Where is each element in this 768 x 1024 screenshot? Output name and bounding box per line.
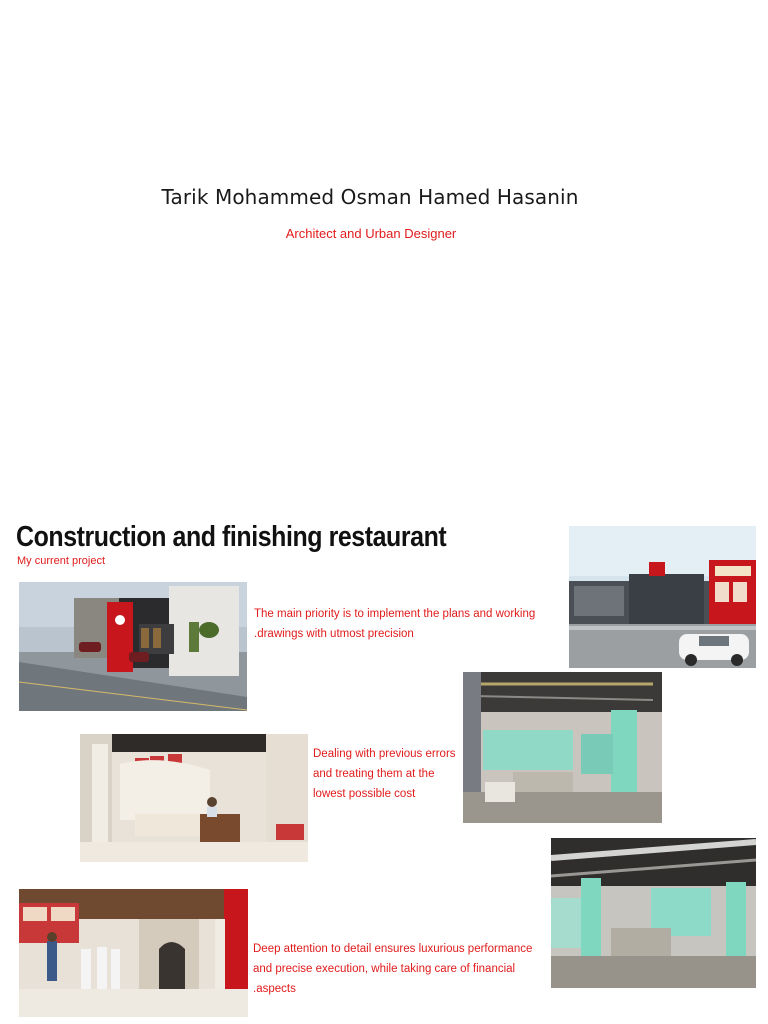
note-1 <box>254 604 535 644</box>
restaurant-site-street-photo <box>569 526 756 668</box>
note-3 <box>253 939 532 999</box>
person-role: Architect and Urban Designer <box>285 226 457 241</box>
note-2-line-3: lowest possible cost <box>313 788 416 800</box>
construction-interior-photo-2 <box>551 838 756 988</box>
note-3-line-3: .aspects <box>253 983 296 995</box>
note-1-line-2: .drawings with utmost precision <box>254 628 414 640</box>
construction-interior-photo <box>463 672 662 823</box>
note-1-line-1: The main priority is to implement the plans and working <box>254 608 536 620</box>
restaurant-exterior-render <box>19 582 247 711</box>
project-subtitle: My current project <box>17 555 106 567</box>
note-3-line-2: and precise execution, while taking care of financial <box>253 963 516 975</box>
note-2-line-1: Dealing with previous errors <box>313 748 456 760</box>
note-3-line-1: Deep attention to detail ensures luxurious performance <box>253 943 533 955</box>
interior-lobby-render <box>19 889 248 1017</box>
note-2 <box>313 744 456 804</box>
person-name: Tarik Mohammed Osman Hamed Hasanin <box>161 185 579 209</box>
project-title: Construction and finishing restaurant <box>16 521 447 553</box>
note-2-line-2: and treating them at the <box>313 768 435 780</box>
interior-counter-render <box>80 734 308 862</box>
